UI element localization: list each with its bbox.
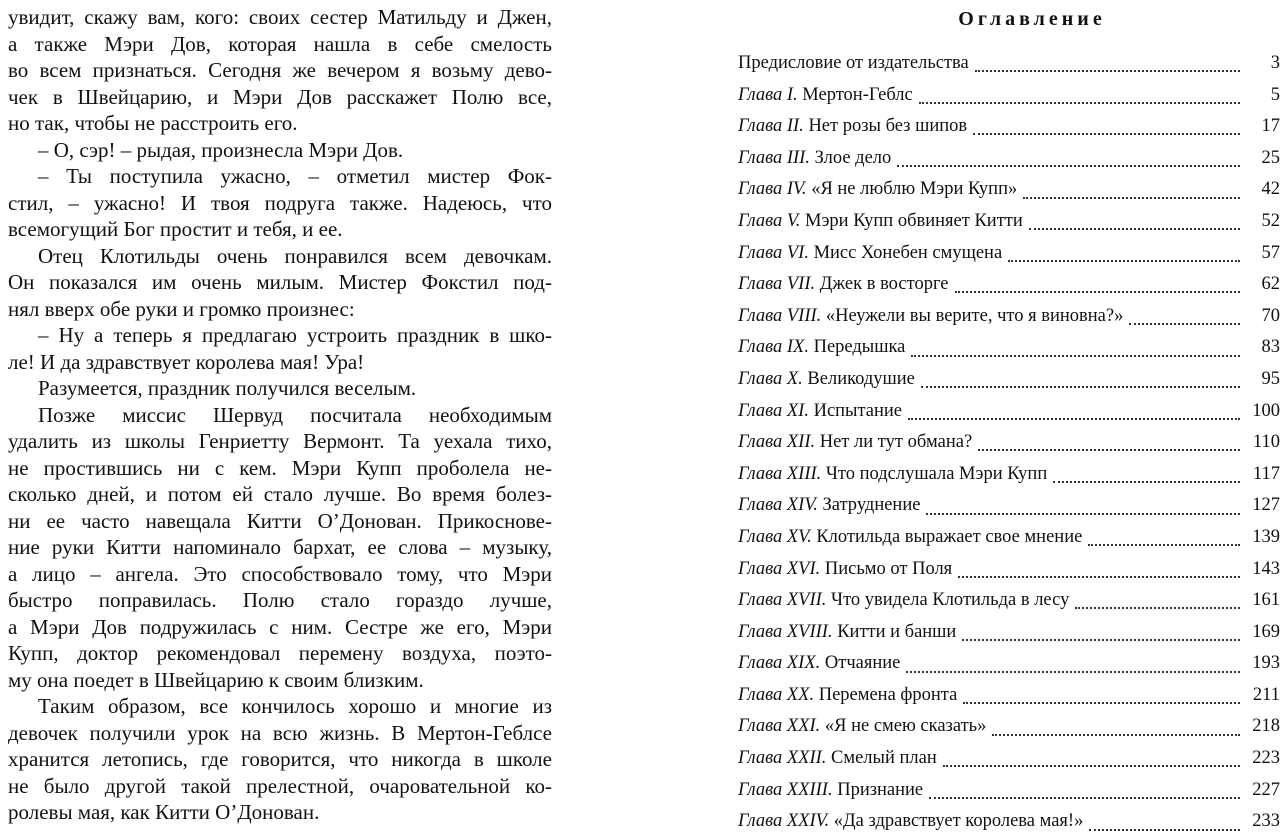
toc-page-number: 83 (1261, 337, 1280, 358)
toc-entry[interactable] (738, 711, 1280, 743)
text-line: – Ну а теперь я предлагаю устроить праздник в шко- (38, 323, 552, 347)
toc-chapter-title: Джек в восторге (819, 274, 949, 295)
toc-page-number: 57 (1261, 242, 1280, 263)
text-line: Отец Клотильды очень понравился всем девочкам. (38, 243, 552, 268)
toc-entry[interactable] (738, 775, 1280, 807)
toc-entry[interactable] (738, 554, 1280, 586)
toc-dot-leader (943, 764, 1240, 767)
text-line: Таким образом, все кончилось хорошо и многие из (38, 694, 552, 718)
toc-entry-label (738, 174, 1017, 206)
toc-chapter-title: «Неужели вы верите, что я виновна?» (825, 305, 1124, 326)
text-line: всемогущий Бог простит и тебя, и ее. (8, 217, 343, 241)
toc-dot-leader (973, 132, 1240, 135)
toc-entry-label (738, 269, 949, 301)
text-line: Он показался им очень милым. Мистер Фокстил под- (8, 270, 552, 294)
toc-chapter-title: Великодушие (807, 368, 915, 389)
text-line: во всем признаться. Сегодня же вечером я возьму дево- (8, 58, 552, 82)
toc-entry[interactable] (738, 238, 1280, 270)
toc-entry[interactable] (738, 206, 1280, 238)
toc-title: Оглавление (958, 8, 1106, 30)
toc-chapter-number: Глава IX. (738, 337, 809, 358)
toc-chapter-number: Глава VI. (738, 242, 809, 263)
toc-dot-leader (1089, 828, 1240, 831)
toc-entry-label (738, 48, 969, 80)
toc-entry-label (738, 711, 986, 743)
toc-page-number: 62 (1261, 274, 1280, 295)
toc-chapter-number: Глава XVII. (738, 590, 827, 611)
toc-entry-label (738, 364, 915, 396)
toc-entry-label (738, 206, 1023, 238)
toc-dot-leader (978, 448, 1240, 451)
toc-entry[interactable] (738, 648, 1280, 680)
toc-page-number: 100 (1252, 400, 1280, 421)
toc-chapter-number: Глава XII. (738, 432, 816, 453)
toc-chapter-number: Глава XXIV. (738, 811, 830, 832)
toc-entry-label (738, 554, 952, 586)
toc-page-number: 17 (1261, 116, 1280, 137)
toc-entry-label (738, 80, 913, 112)
toc-chapter-title: Передышка (813, 337, 906, 358)
toc-entry[interactable] (738, 269, 1280, 301)
toc-entry-label (738, 427, 972, 459)
text-line: а также Мэри Дов, которая нашла в себе смелость (8, 31, 552, 56)
toc-page-number: 218 (1252, 716, 1280, 737)
toc-dot-leader (963, 701, 1240, 704)
toc-entry[interactable] (738, 806, 1280, 838)
toc-page-number: 42 (1261, 179, 1280, 200)
toc-page-number: 223 (1252, 748, 1280, 769)
toc-page-number: 161 (1252, 590, 1280, 611)
text-line: а лицо – ангела. Это способствовало тому, что Мэри (8, 561, 552, 586)
text-line: Разумеется, праздник получился веселым. (38, 376, 417, 400)
toc-chapter-number: Глава XVIII. (738, 621, 833, 642)
toc-page-number: 95 (1261, 368, 1280, 389)
toc-dot-leader (1075, 606, 1240, 609)
text-line: стил, – ужасно! И твоя подруга также. Надеюсь, что (8, 190, 552, 215)
text-line: Позже миссис Шервуд посчитала необходимым (38, 402, 552, 427)
text-line: не было другой такой прелестной, очаровательной ко- (8, 773, 552, 798)
toc-chapter-number: Глава III. (738, 147, 810, 168)
toc-chapter-number: Глава X. (738, 368, 803, 389)
toc-entry-label (738, 680, 957, 712)
toc-entry-label (738, 459, 1047, 491)
toc-dot-leader (1088, 543, 1240, 546)
toc-entry[interactable] (738, 301, 1280, 333)
toc-chapter-title: Перемена фронта (818, 684, 958, 705)
text-line: сколько дней, и потом ей стало лучше. Во время болез- (8, 482, 552, 506)
toc-page-number: 110 (1252, 432, 1280, 453)
text-line: ролевы мая, как Китти О’Донован. (8, 800, 320, 824)
toc-chapter-number: Глава VII. (738, 274, 816, 295)
text-line: увидит, скажу вам, кого: своих сестер Матильду и Джен, (8, 5, 552, 29)
toc-chapter-title: Предисловие от издательства (738, 53, 969, 73)
toc-entry[interactable] (738, 143, 1280, 175)
toc-entry-label (738, 743, 937, 775)
toc-entry[interactable] (738, 743, 1280, 775)
text-line: – Ты поступила ужасно, – отметил мистер Фок- (38, 164, 552, 188)
toc-chapter-title: Мертон-Геблс (802, 84, 913, 105)
toc-dot-leader (921, 385, 1240, 388)
toc-dot-leader (908, 417, 1240, 420)
table-of-contents (738, 0, 1280, 838)
toc-page-number: 3 (1270, 53, 1280, 73)
text-line: Купп, доктор рекомендовал перемену воздуха, поэто- (8, 641, 552, 665)
text-line: – О, сэр! – рыдая, произнесла Мэри Дов. (38, 137, 404, 162)
toc-entry-label (738, 301, 1123, 333)
text-line: ни ее часто навещала Китти О’Донован. Прикоснове- (8, 508, 552, 533)
toc-chapter-title: Признание (837, 779, 924, 800)
toc-chapter-title: Испытание (813, 400, 903, 421)
toc-chapter-title: Нет розы без шипов (808, 116, 968, 137)
toc-page-number: 139 (1252, 526, 1280, 547)
toc-entry-label (738, 332, 905, 364)
toc-entry-label (738, 143, 891, 175)
text-line: быстро поправилась. Полю стало гораздо лучше, (8, 588, 552, 612)
toc-chapter-title: Что подслушала Мэри Купп (825, 463, 1048, 484)
text-line: но так, чтобы не расстроить его. (8, 111, 298, 135)
toc-chapter-number: Глава XXI. (738, 716, 821, 737)
toc-chapter-number: Глава XIV. (738, 495, 818, 516)
text-line: а Мэри Дов подружилась с ним. Сестре же его, Мэри (8, 614, 552, 639)
toc-entry[interactable] (738, 48, 1280, 80)
text-line: удалить из школы Генриетту Вермонт. Та уехала тихо, (8, 429, 552, 453)
toc-entry[interactable] (738, 490, 1280, 522)
toc-entry-label (738, 775, 923, 807)
toc-chapter-number: Глава XI. (738, 400, 809, 421)
toc-entry[interactable] (738, 427, 1280, 459)
toc-chapter-number: Глава XVI. (738, 558, 821, 579)
toc-entry-label (738, 238, 1002, 270)
toc-entry-label (738, 522, 1082, 554)
text-line: девочек получили урок на всю жизнь. В Мертон-Геблсе (8, 720, 552, 745)
toc-dot-leader (1129, 322, 1240, 325)
toc-dot-leader (1023, 196, 1240, 199)
toc-chapter-number: Глава XIII. (738, 463, 822, 484)
toc-dot-leader (1053, 480, 1240, 483)
toc-page-number: 117 (1252, 463, 1280, 484)
toc-chapter-title: Мисс Хонебен смущена (813, 242, 1003, 263)
toc-dot-leader (926, 512, 1240, 515)
toc-entry-label (738, 111, 967, 143)
toc-entry[interactable] (738, 459, 1280, 491)
toc-chapter-number: Глава XX. (738, 684, 815, 705)
toc-dot-leader (962, 638, 1240, 641)
toc-chapter-title: Отчаяние (824, 653, 901, 674)
toc-chapter-title: Нет ли тут обмана? (819, 432, 973, 453)
toc-page-number: 25 (1261, 147, 1280, 168)
toc-page-number: 211 (1252, 684, 1280, 705)
toc-chapter-title: «Я не смею сказать» (824, 716, 987, 737)
toc-entry[interactable] (738, 680, 1280, 712)
toc-entry[interactable] (738, 585, 1280, 617)
toc-page-number: 143 (1252, 558, 1280, 579)
left-page-text (8, 4, 552, 826)
toc-page-number: 127 (1252, 495, 1280, 516)
toc-entry[interactable] (738, 522, 1280, 554)
toc-dot-leader (911, 354, 1240, 357)
text-line: хранится летопись, где говорится, что никогда в школе (8, 747, 552, 771)
toc-page-number: 52 (1261, 210, 1280, 231)
text-line: ле! И да здравствует королева мая! Ура! (8, 349, 365, 374)
toc-entry-label (738, 648, 900, 680)
toc-chapter-number: Глава XXIII. (738, 779, 833, 800)
toc-chapter-number: Глава XV. (738, 526, 812, 547)
text-line: ние руки Китти напоминало бархат, ее слова – музыку, (8, 535, 552, 559)
text-line: му она поедет в Швейцарию к своим близким. (8, 667, 424, 692)
toc-entry-label (738, 585, 1069, 617)
toc-entry-label (738, 806, 1083, 838)
toc-entry[interactable] (738, 332, 1280, 364)
toc-chapter-number: Глава V. (738, 210, 801, 231)
toc-page-number: 70 (1261, 305, 1280, 326)
toc-chapter-number: Глава XXII. (738, 748, 827, 769)
toc-page-number: 193 (1252, 653, 1280, 674)
toc-chapter-number: Глава IV. (738, 179, 807, 200)
toc-dot-leader (975, 69, 1240, 72)
toc-dot-leader (897, 164, 1240, 167)
toc-entry-label (738, 396, 902, 428)
toc-chapter-number: Глава II. (738, 116, 804, 137)
toc-chapter-number: Глава XIX. (738, 653, 821, 674)
toc-dot-leader (955, 290, 1240, 293)
toc-page-number: 5 (1270, 84, 1280, 105)
toc-entry[interactable] (738, 364, 1280, 396)
toc-chapter-title: Смелый план (831, 748, 937, 769)
toc-entry[interactable] (738, 617, 1280, 649)
toc-page-number: 227 (1252, 779, 1280, 800)
toc-chapter-title: Письмо от Поля (824, 558, 953, 579)
text-line: нял вверх обе руки и громко произнес: (8, 296, 355, 321)
text-line: чек в Швейцарию, и Мэри Дов расскажет Полю все, (8, 84, 552, 109)
toc-entry[interactable] (738, 80, 1280, 112)
toc-entry[interactable] (738, 111, 1280, 143)
toc-chapter-title: Китти и банши (837, 621, 957, 642)
toc-chapter-number: Глава VIII. (738, 305, 822, 326)
toc-entry[interactable] (738, 174, 1280, 206)
toc-dot-leader (958, 575, 1240, 578)
toc-dot-leader (1008, 259, 1240, 262)
text-line: не простившись ни с кем. Мэри Купп проболела не- (8, 455, 552, 480)
toc-entry-label (738, 490, 920, 522)
toc-page-number: 169 (1252, 621, 1280, 642)
toc-chapter-title: «Да здравствует королева мая!» (833, 811, 1084, 832)
toc-chapter-title: Клотильда выражает свое мнение (816, 526, 1083, 547)
toc-dot-leader (929, 796, 1240, 799)
toc-dot-leader (906, 670, 1240, 673)
toc-dot-leader (992, 733, 1240, 736)
toc-page-number: 233 (1252, 811, 1280, 832)
toc-chapter-title: Злое дело (814, 147, 892, 168)
toc-dot-leader (919, 101, 1240, 104)
toc-chapter-number: Глава I. (738, 84, 798, 105)
toc-entry[interactable] (738, 396, 1280, 428)
toc-chapter-title: Мэри Купп обвиняет Китти (805, 210, 1023, 231)
toc-chapter-title: Затруднение (822, 495, 921, 516)
toc-dot-leader (1029, 227, 1240, 230)
toc-list (738, 48, 1280, 838)
toc-entry-label (738, 617, 956, 649)
toc-chapter-title: Что увидела Клотильда в лесу (831, 590, 1070, 611)
toc-chapter-title: «Я не люблю Мэри Купп» (811, 179, 1018, 200)
